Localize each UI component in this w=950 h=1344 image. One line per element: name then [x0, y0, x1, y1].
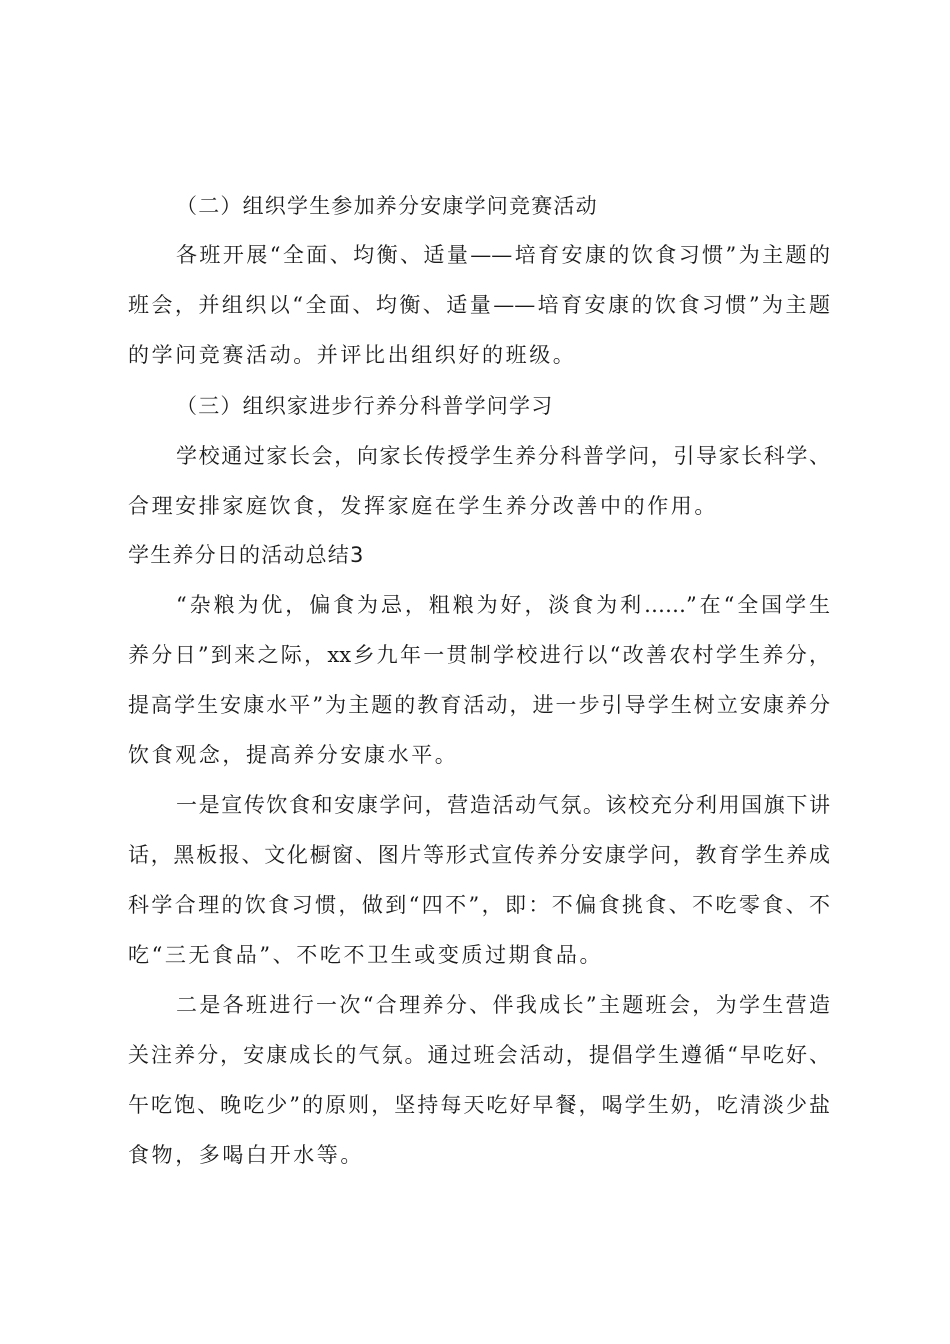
paragraph-line: 的学问竞赛活动。并评比出组织好的班级。 [128, 343, 577, 367]
paragraph-line: 科学合理的饮食习惯，做到“四不”，即：不偏食挑食、不吃零食、不 [128, 893, 830, 917]
paragraph-line: “杂粮为优，偏食为忌，粗粮为好，淡食为利……”在“全国学生 [176, 593, 830, 617]
paragraph-line: 二是各班进行一次“合理养分、伴我成长”主题班会，为学生营造 [176, 993, 830, 1017]
paragraph-line: 关注养分，安康成长的气氛。通过班会活动，提倡学生遵循“早吃好、 [128, 1043, 830, 1067]
paragraph-line: 食物，多喝白开水等。 [128, 1143, 364, 1167]
paragraph-line: 一是宣传饮食和安康学问，营造活动气氛。该校充分利用国旗下讲 [176, 793, 830, 817]
paragraph-line: 饮食观念，提高养分安康水平。 [128, 743, 459, 767]
paragraph-line: 合理安排家庭饮食，发挥家庭在学生养分改善中的作用。 [128, 494, 718, 518]
section-heading: （二）组织学生参加养分安康学问竞赛活动 [176, 194, 598, 218]
paragraph-line: 各班开展“全面、均衡、适量——培育安康的饮食习惯”为主题的 [176, 243, 830, 267]
section-heading: （三）组织家进步行养分科普学问学习 [176, 394, 554, 418]
paragraph-line: 学校通过家长会，向家长传授学生养分科普学问，引导家长科学、 [176, 444, 830, 468]
paragraph-line: 提高学生安康水平”为主题的教育活动，进一步引导学生树立安康养分 [128, 693, 830, 717]
paragraph-line: 午吃饱、晚吃少”的原则，坚持每天吃好早餐，喝学生奶，吃清淡少盐 [128, 1093, 830, 1117]
paragraph-line: 养分日”到来之际，xx乡九年一贯制学校进行以“改善农村学生养分， [128, 643, 830, 667]
paragraph-line: 话，黑板报、文化橱窗、图片等形式宣传养分安康学问，教育学生养成 [128, 843, 830, 867]
section-title: 学生养分日的活动总结3 [128, 543, 365, 567]
paragraph-line: 吃“三无食品”、不吃不卫生或变质过期食品。 [128, 943, 604, 967]
paragraph-line: 班会，并组织以“全面、均衡、适量——培育安康的饮食习惯”为主题 [128, 293, 830, 317]
